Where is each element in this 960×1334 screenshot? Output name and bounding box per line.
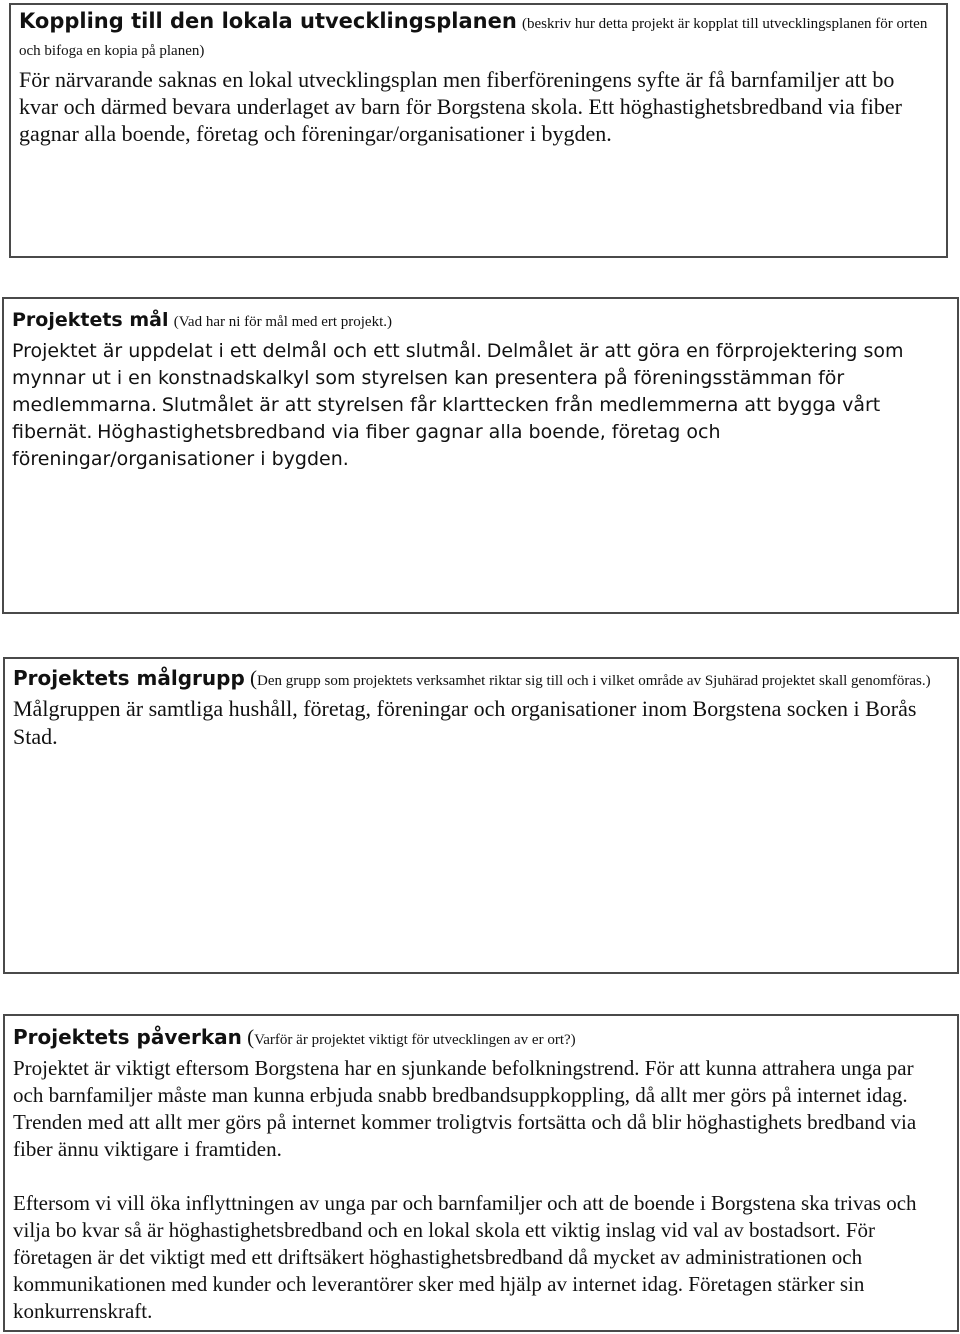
coupling-section: [9, 3, 948, 258]
impact-heading: Projektets påverkan: [13, 1025, 242, 1049]
impact-hint-open: (: [247, 1025, 255, 1049]
impact-heading-line: [13, 1024, 949, 1053]
impact-para2: Eftersom vi vill öka inflyttningen av unga par och barnfamiljer och att de boende i Borgstena ska trivas och vilja bo kvar så är höghastighetsbredband och en lokal skola ett viktig inslag vid val av bostadsort. För företagen är det viktigt med ett driftsäkert höghastighetsbredband då mycket av administrationen och kommunikationen med kunder och leverantörer sker med hjälp av internet idag. Företagen stärker sin konkurrenskraft.: [13, 1191, 917, 1323]
impact-para1: Projektet är viktigt eftersom Borgstena har en sjunkande befolkningstrend. För att kunna attrahera unga par och barnfamiljer måste man kunna erbjuda snabb bredbandsuppkoppling, då allt mer görs på internet idag. Trenden med att allt mer görs på internet kommer troligtvis fortsätta och då blir höghastighets bredband via fiber ännu viktigare i framtiden.: [13, 1056, 917, 1161]
coupling-heading: Koppling till den lokala utvecklingsplanen: [19, 9, 517, 33]
goals-line2: Slutmålet är att styrelsen får klarttecken från medlemmerna att bygga vårt fibernät.: [12, 394, 881, 443]
target-body: Målgruppen är samtliga hushåll, företag, föreningar och organisationer inom Borgstena socken i Borås Stad.: [13, 696, 917, 749]
goals-section: [2, 297, 959, 614]
goals-line3: Höghastighetsbredband via fiber gagnar alla boende, företag och föreningar/organisationer i bygden.: [12, 421, 721, 470]
coupling-body: För närvarande saknas en lokal utvecklingsplan men fiberföreningens syfte är få barnfamiljer att bo kvar och därmed bevara underlaget av barn för Borgstena skola. Ett höghastighetsbredband via fiber gagnar alla boende, företag och föreningar/organisationer i bygden.: [19, 67, 902, 146]
target-group-section: [3, 657, 959, 974]
target-heading: Projektets målgrupp: [13, 666, 245, 690]
target-hint: Den grupp som projektets verksamhet riktar sig till och i vilket område av Sjuhärad projektet skall genomföras.): [257, 673, 931, 689]
goals-heading-line: [12, 306, 949, 335]
goals-hint: (Vad har ni för mål med ert projekt.): [173, 314, 393, 330]
goals-line1: Projektet är uppdelat i ett delmål och ett slutmål.: [12, 340, 482, 362]
impact-hint: Varför är projektet viktigt för utvecklingen av er ort?): [254, 1032, 576, 1048]
coupling-hint: (beskriv hur detta projekt är kopplat till utvecklingsplanen för orten och bifoga en kopia på planen): [19, 16, 928, 59]
goals-body: [12, 338, 949, 473]
goals-heading: Projektets mål: [12, 309, 169, 331]
impact-section: [3, 1014, 959, 1332]
target-hint-open: (: [250, 666, 258, 690]
target-heading-line: [13, 666, 949, 693]
goals-partial-goal: Delmålet är att göra en förprojektering som mynnar ut i en konstnadskalkyl som styrelsen kan presentera på föreningsstämman för medlemmarna.: [12, 340, 904, 416]
coupling-heading-line: [19, 9, 938, 63]
